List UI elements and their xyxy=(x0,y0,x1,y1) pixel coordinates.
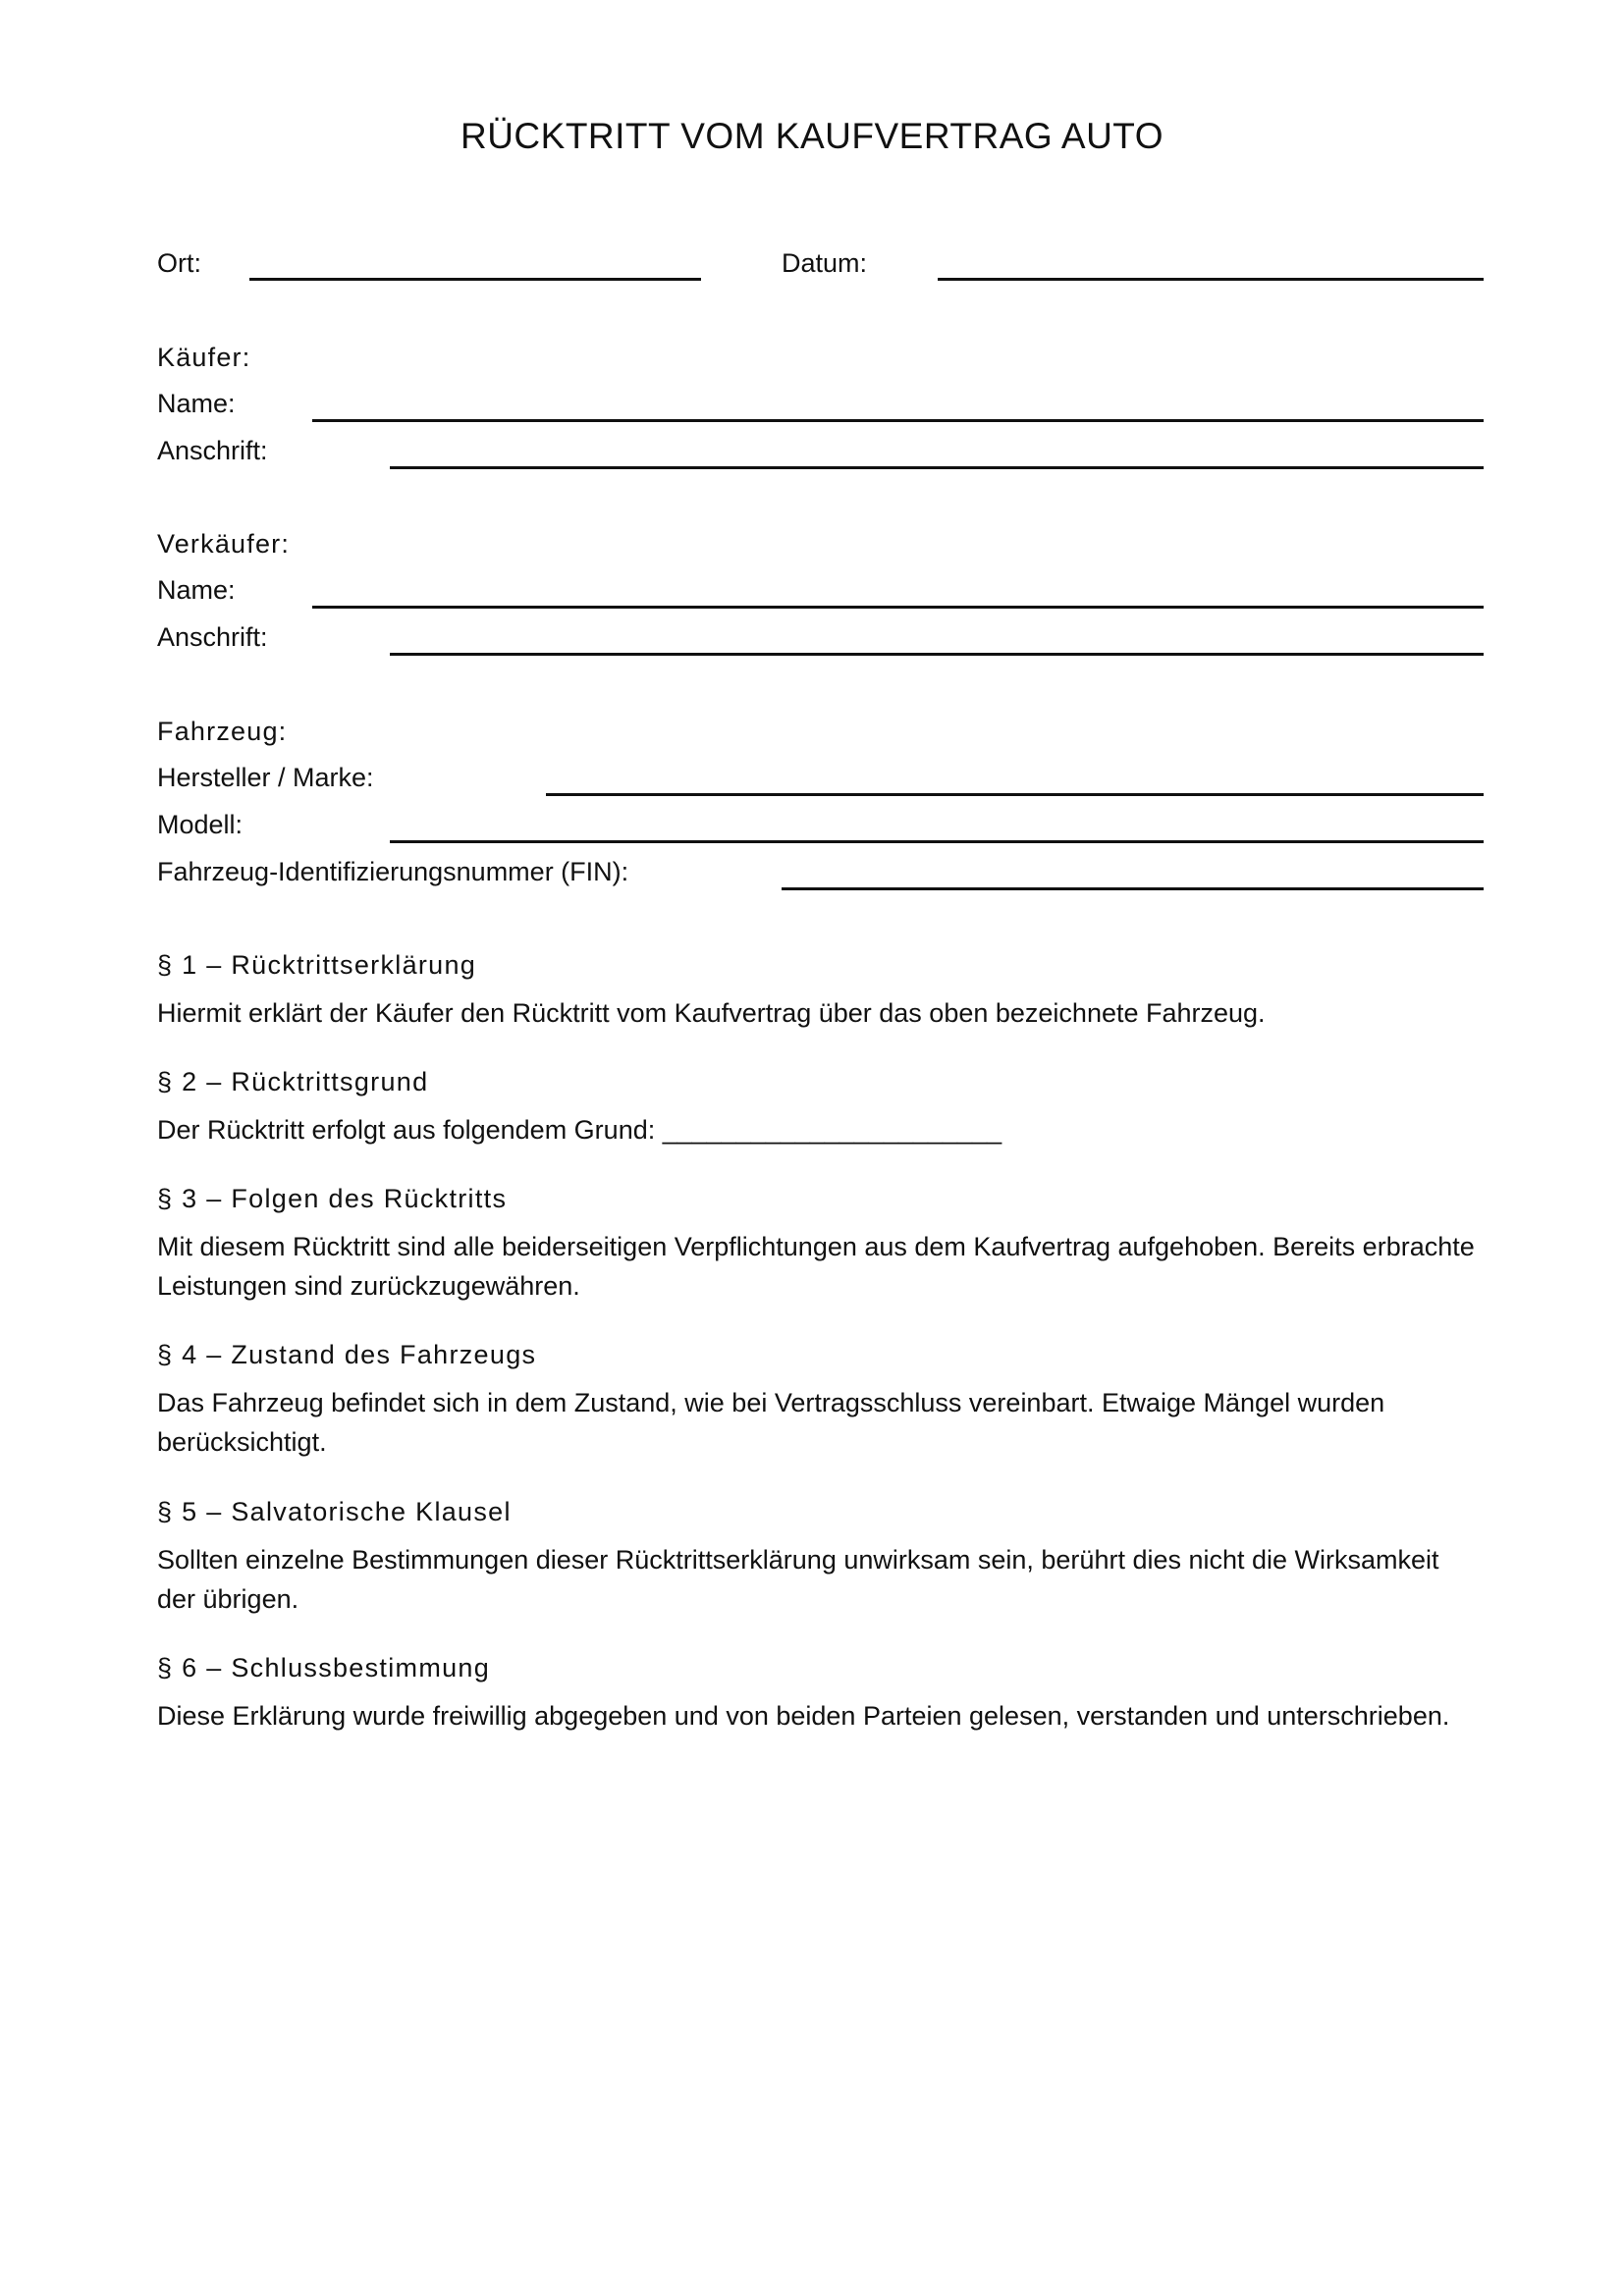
section-1-heading: § 1 – Rücktrittserklärung xyxy=(157,950,477,980)
section-2-heading: § 2 – Rücktrittsgrund xyxy=(157,1067,429,1096)
verkaeufer-heading: Verkäufer: xyxy=(157,529,291,559)
section-2-text: Der Rücktritt erfolgt aus folgendem Grund: _______________________ xyxy=(157,1115,1002,1145)
verkaeufer-name-field[interactable] xyxy=(312,606,1484,609)
kaeufer-address-field[interactable] xyxy=(390,466,1484,469)
datum-field[interactable] xyxy=(938,278,1484,281)
fahrzeug-heading: Fahrzeug: xyxy=(157,717,288,746)
kaeufer-name-label: Name: xyxy=(157,389,236,418)
kaeufer-heading: Käufer: xyxy=(157,343,251,372)
section-4-heading: § 4 – Zustand des Fahrzeugs xyxy=(157,1340,537,1369)
fahrzeug-model-field[interactable] xyxy=(390,840,1484,843)
section-3-heading: § 3 – Folgen des Rücktritts xyxy=(157,1184,508,1213)
fahrzeug-brand-label: Hersteller / Marke: xyxy=(157,763,374,792)
fahrzeug-brand-field[interactable] xyxy=(546,793,1484,796)
kaeufer-name-field[interactable] xyxy=(312,419,1484,422)
kaeufer-address-label: Anschrift: xyxy=(157,436,268,465)
section-1-text: Hiermit erklärt der Käufer den Rücktritt vom Kaufvertrag über das oben bezeichnete Fahrzeug. xyxy=(157,998,1266,1028)
ort-field[interactable] xyxy=(249,278,701,281)
fahrzeug-model-label: Modell: xyxy=(157,810,244,839)
fahrzeug-vin-field[interactable] xyxy=(782,887,1484,890)
section-4-text: Das Fahrzeug befindet sich in dem Zustand, wie bei Vertragsschluss vereinbart. Etwaige Mängel wurden berücksichtigt. xyxy=(157,1388,1385,1457)
verkaeufer-address-label: Anschrift: xyxy=(157,622,268,652)
verkaeufer-address-field[interactable] xyxy=(390,653,1484,656)
fahrzeug-vin-label: Fahrzeug-Identifizierungsnummer (FIN): xyxy=(157,857,629,886)
section-6-heading: § 6 – Schlussbestimmung xyxy=(157,1653,491,1682)
document-title: RÜCKTRITT VOM KAUFVERTRAG AUTO xyxy=(460,116,1164,156)
section-5-heading: § 5 – Salvatorische Klausel xyxy=(157,1497,512,1526)
ort-label: Ort: xyxy=(157,248,201,278)
section-3-text: Mit diesem Rücktritt sind alle beiderseitigen Verpflichtungen aus dem Kaufvertrag aufgehoben. Bereits erbrachte Leistungen sind zurückzugewähren. xyxy=(157,1232,1475,1301)
verkaeufer-name-label: Name: xyxy=(157,575,236,605)
section-6-text: Diese Erklärung wurde freiwillig abgegeben und von beiden Parteien gelesen, verstanden und unterschrieben. xyxy=(157,1701,1450,1731)
section-5-text: Sollten einzelne Bestimmungen dieser Rücktrittserklärung unwirksam sein, berührt dies nicht die Wirksamkeit der übrigen. xyxy=(157,1545,1439,1614)
datum-label: Datum: xyxy=(782,248,868,278)
